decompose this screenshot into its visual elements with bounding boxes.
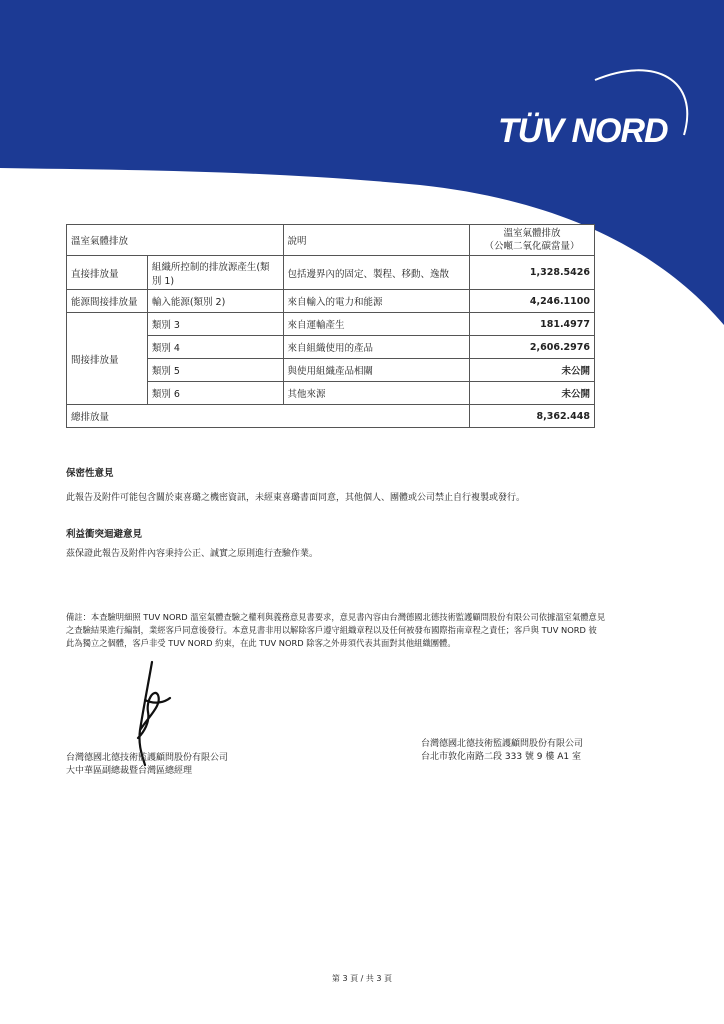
row-description: 來自運輸產生 [283, 313, 470, 336]
table-row [67, 256, 595, 290]
row-group: 能源間接排放量 [67, 290, 148, 313]
row-value: 1,328.5426 [470, 256, 595, 290]
signatory-block [66, 752, 228, 778]
page-number: 第 3 頁 / 共 3 頁 [331, 974, 393, 983]
row-category: 輸入能源(類別 2) [147, 290, 283, 313]
conflict-title: 利益衝突迴避意見 [66, 529, 143, 540]
row-group: 直接排放量 [67, 256, 148, 290]
header-value [470, 225, 595, 256]
row-value: 未公開 [470, 359, 595, 382]
emissions-table [66, 224, 595, 428]
conflict-text: 茲保證此報告及附件內容秉持公正、誠實之原則進行查驗作業。 [66, 549, 319, 559]
row-value: 181.4977 [470, 313, 595, 336]
total-label: 總排放量 [67, 405, 470, 428]
row-category: 組織所控制的排放源產生(類別 1) [147, 256, 283, 290]
company-address: 台北市敦化南路二段 333 號 9 樓 A1 室 [421, 752, 581, 762]
row-value: 未公開 [470, 382, 595, 405]
row-category: 類別 6 [147, 382, 283, 405]
row-description: 來自組織使用的產品 [283, 336, 470, 359]
remark-line: 之查驗結果進行編制，業經客戶同意後發行。本意見書非用以解除客戶遵守組織章程以及任何被發布國際指南章程之責任；客戶與 TUV NORD 彼 [66, 625, 597, 635]
table-row [67, 313, 595, 336]
signatory-company: 台灣德國北德技術監護顧問股份有限公司 [66, 753, 229, 763]
row-description: 來自輸入的電力和能源 [283, 290, 470, 313]
header-emissions: 溫室氣體排放 [67, 225, 284, 256]
row-group: 間接排放量 [67, 313, 148, 405]
header-value-line1: 溫室氣體排放 [503, 228, 561, 239]
company-name: 台灣德國北德技術監護顧問股份有限公司 [421, 739, 584, 749]
row-description: 與使用組織產品相關 [283, 359, 470, 382]
signatory-title: 大中華區副總裁暨台灣區總經理 [66, 766, 193, 776]
table-total-row [67, 405, 595, 428]
header-description: 說明 [283, 225, 470, 256]
header-value-line2: （公噸二氧化碳當量） [484, 241, 580, 252]
row-description: 包括邊界內的固定、製程、移動、逸散 [283, 256, 470, 290]
row-category: 類別 5 [147, 359, 283, 382]
tuv-nord-logo: TÜV NORD [498, 112, 668, 150]
row-description: 其他來源 [283, 382, 470, 405]
remark-line: 此為獨立之個體，客戶非受 TUV NORD 約束，在此 TUV NORD 除客之外毋須代表其面對其他組織團體。 [66, 638, 456, 648]
total-value: 8,362.448 [470, 405, 595, 428]
confidentiality-text: 此報告及附件可能包含關於東喜璐之機密資訊，未經東喜璐書面同意，其他個人、團體或公司禁止自行複製或發行。 [66, 493, 526, 503]
remark-block [66, 611, 656, 650]
row-value: 2,606.2976 [470, 336, 595, 359]
company-block [421, 738, 583, 764]
table-row [67, 290, 595, 313]
table-header-row [67, 225, 595, 256]
confidentiality-title: 保密性意見 [66, 468, 114, 479]
row-category: 類別 4 [147, 336, 283, 359]
row-category: 類別 3 [147, 313, 283, 336]
remark-line: 備註：本查驗明細照 TUV NORD 溫室氣體查驗之權利與義務意見書要求，意見書內容由台灣德國北德技術監護顧問股份有限公司依據溫室氣體意見 [66, 612, 606, 622]
row-value: 4,246.1100 [470, 290, 595, 313]
